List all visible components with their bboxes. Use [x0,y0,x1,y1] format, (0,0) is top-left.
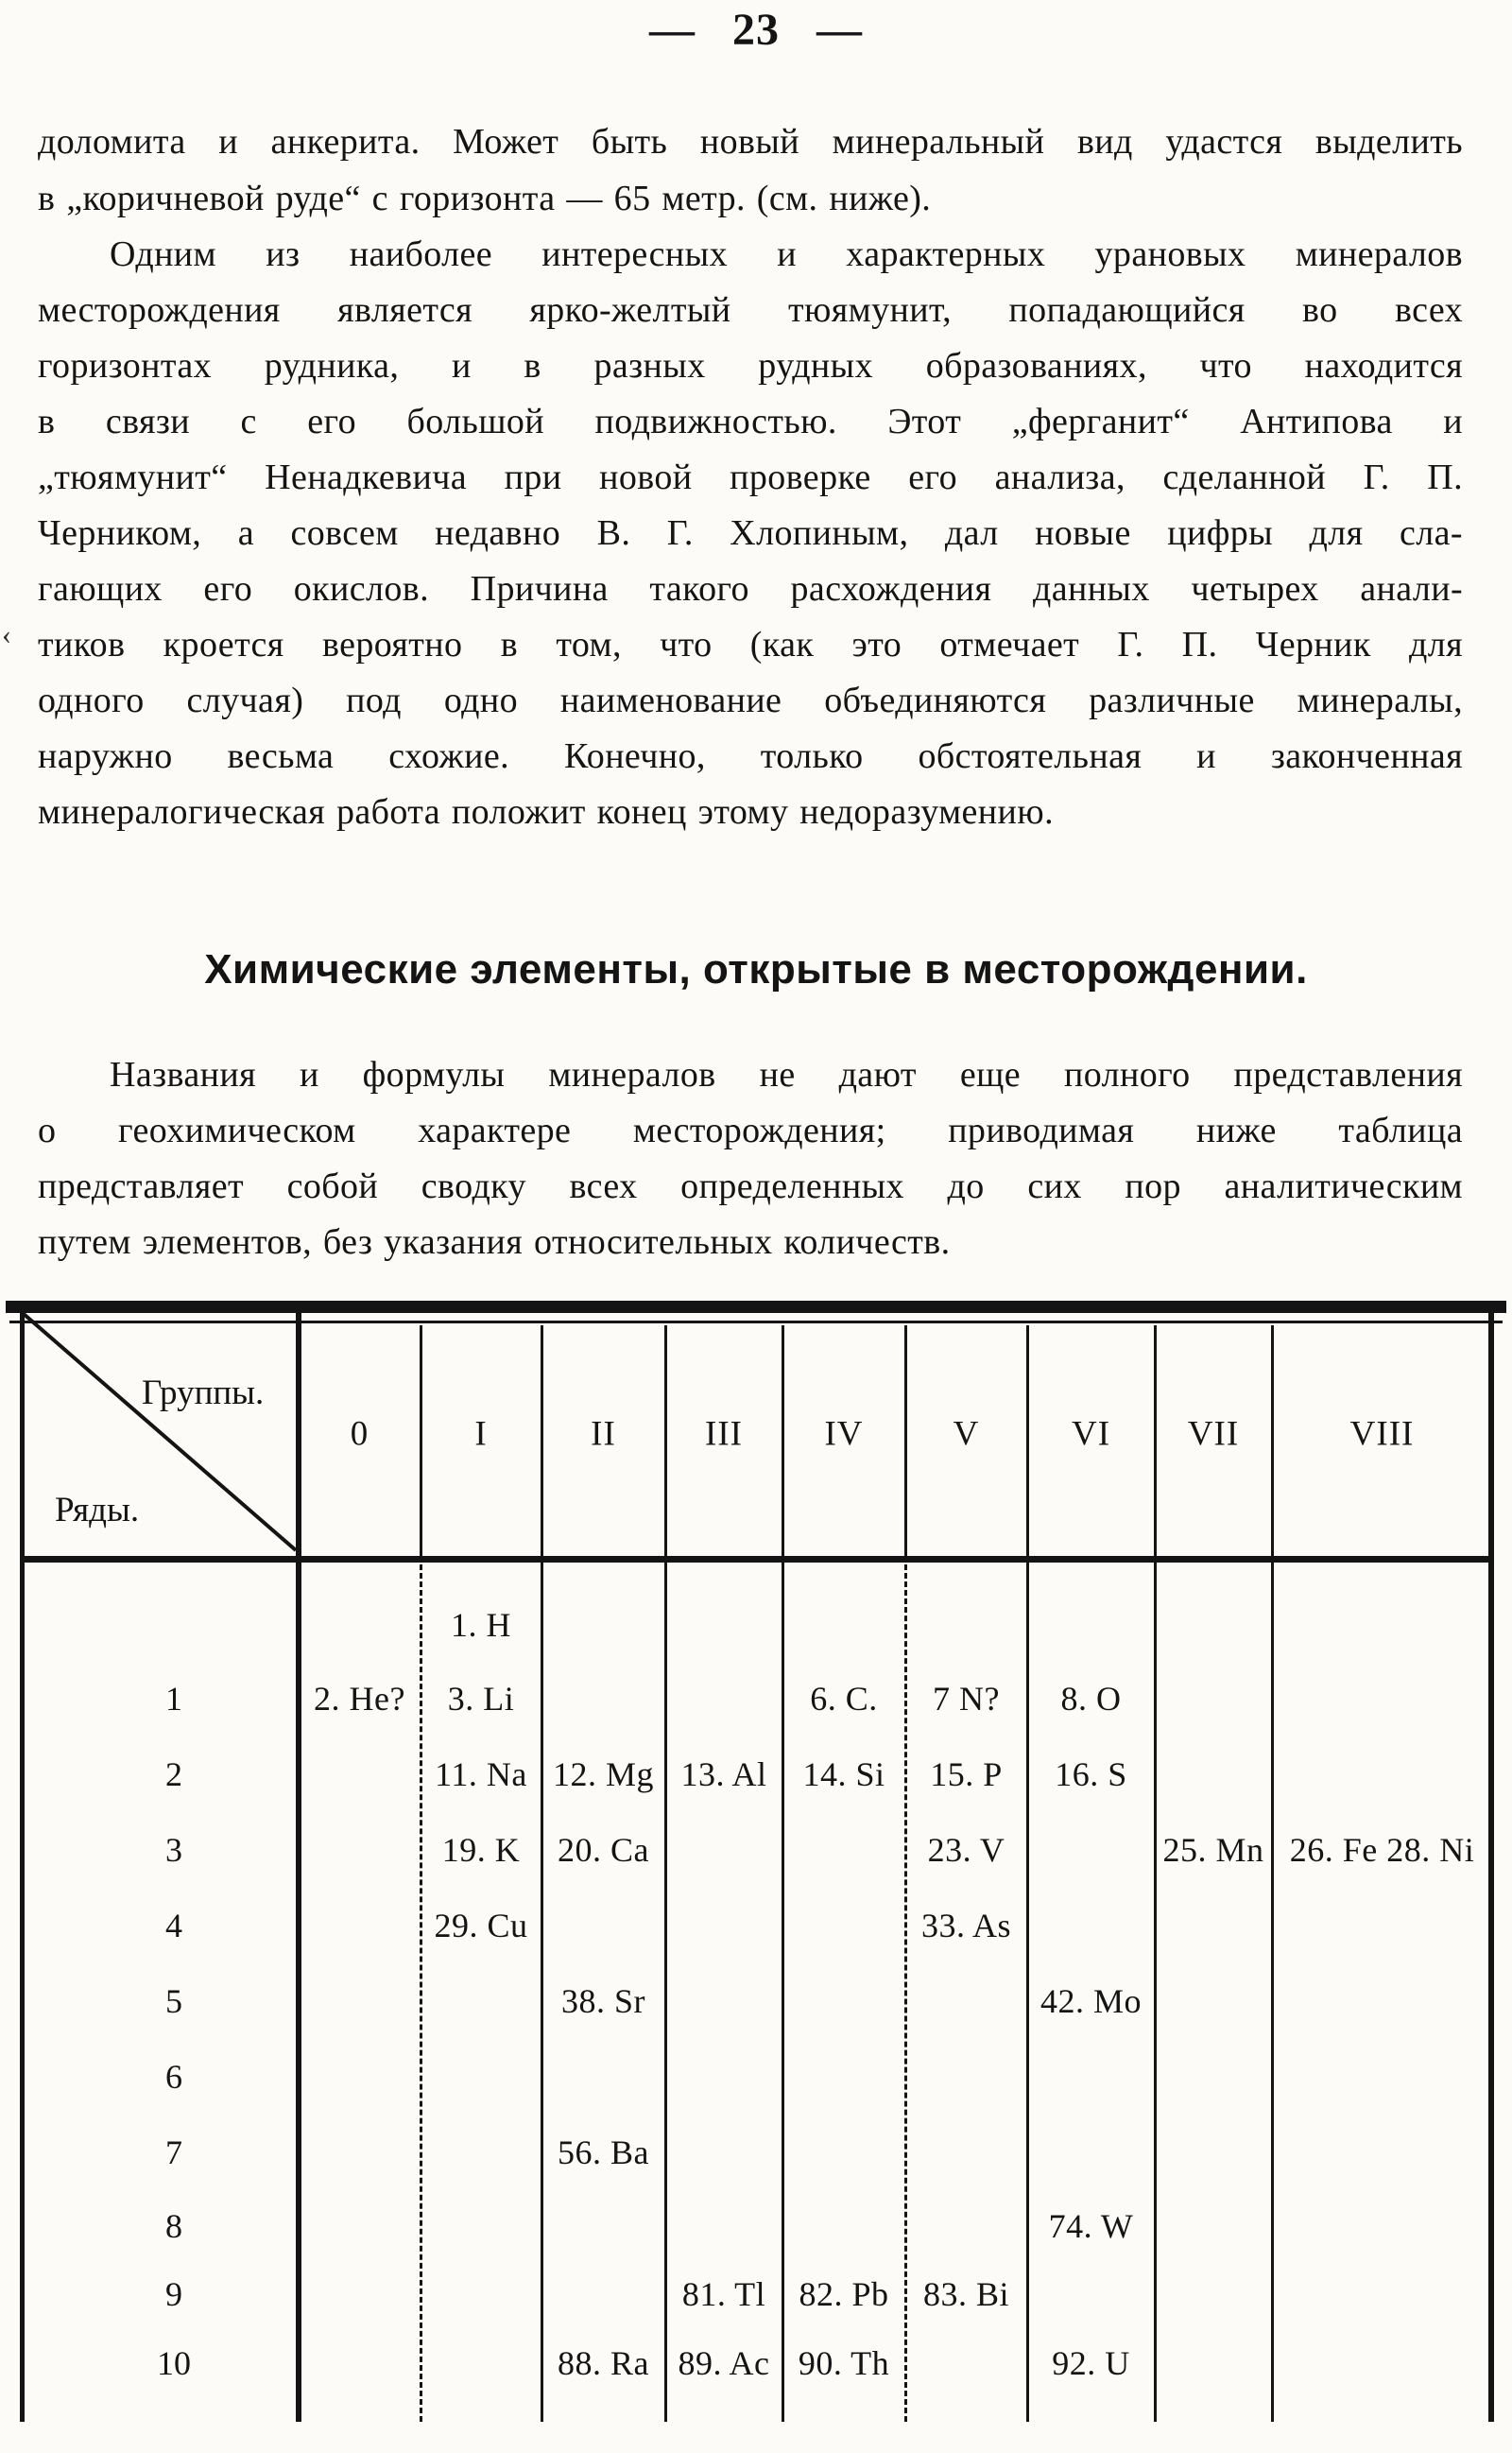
element-cell: 38. Sr [560,1982,646,2020]
group-header: 0 [350,1414,369,1454]
element-cell: 83. Bi [922,2275,1010,2313]
element-cell: 92. U [1052,2344,1130,2382]
text-line: горизонтах рудника, и в разных рудных образованиях, что находится [38,346,1463,386]
column-divider [1271,1325,1274,1556]
group-header: IV [824,1414,864,1454]
text-line: Названия и формулы минералов не дают еще полного представления [110,1055,1463,1095]
row-number: 9 [165,2275,182,2313]
table-corner-rows-label: Ряды. [55,1491,140,1529]
column-divider [664,1556,667,2422]
element-cell: 13. Al [680,1755,767,1793]
section-heading: Химические элементы, открытые в месторождении. [204,946,1308,993]
column-divider [782,1325,784,1556]
rows-column-border [296,1312,301,2422]
text-line: наружно весьма схожие. Конечно, только обстоятельная и законченная [38,736,1463,776]
text-line: Черником, а совсем недавно В. Г. Хлопиным, дал новые цифры для сла- [38,513,1463,553]
text-line: минералогическая работа положит конец этому недоразумению. [38,792,1054,832]
element-cell: 29. Cu [434,1907,528,1944]
element-cell: 42. Mo [1040,1982,1143,2020]
table-right-border [1488,1308,1494,2422]
text-line: одного случая) под одно наименование объединяются различные минералы, [38,681,1463,720]
row-number: 4 [165,1907,182,1944]
text-line: доломита и анкерита. Может быть новый минеральный вид удастся выделить [38,122,1463,162]
row-number: 3 [165,1831,182,1869]
element-cell: 20. Ca [558,1831,649,1869]
group-header: VI [1071,1414,1111,1454]
row-number: 1 [165,1680,182,1718]
text-line: о геохимическом характере месторождения; приводимая ниже таблица [38,1111,1463,1150]
group-header: VII [1187,1414,1240,1454]
group-header: VIII [1349,1414,1415,1454]
column-divider [541,1556,543,2422]
text-line: путем элементов, без указания относительных количеств. [38,1222,951,1262]
row-number: 7 [165,2133,182,2171]
element-cell: 19. K [441,1831,521,1869]
group-header: III [705,1414,743,1454]
element-cell: 25. Mn [1162,1831,1264,1869]
element-cell: 74. W [1048,2207,1134,2245]
element-cell: 16. S [1055,1755,1127,1793]
group-header: V [953,1414,980,1454]
column-divider [1026,1556,1029,2422]
text-line: гающих его окислов. Причина такого расхождения данных четырех анали- [38,569,1463,609]
column-divider [1154,1325,1157,1556]
column-divider [782,1556,784,2422]
group-header: I [474,1414,488,1454]
text-line: месторождения является ярко-желтый тюямунит, попадающийся во всех [38,290,1463,330]
element-cell: 3. Li [447,1680,515,1718]
element-cell: 90. Th [798,2344,890,2382]
column-divider [1026,1325,1029,1556]
row-number: 6 [165,2058,182,2096]
column-divider-dashed [904,1556,907,2422]
group-header: II [591,1414,616,1454]
element-cell: 89. Ac [678,2344,770,2382]
element-cell: 12. Mg [552,1755,655,1793]
text-line: Одним из наиболее интересных и характерных урановых минералов [110,234,1463,274]
element-cell: 26. Fe 28. Ni [1289,1831,1475,1869]
element-cell: 8. O [1060,1680,1122,1718]
column-divider [541,1325,543,1556]
element-cell: 11. Na [435,1755,527,1793]
row-number: 10 [157,2344,191,2382]
table-top-thick-rule [6,1301,1506,1313]
column-divider [1271,1556,1274,2422]
margin-artifact: ‹ [2,619,11,650]
column-divider-dashed [420,1556,422,2422]
element-cell: 88. Ra [558,2344,649,2382]
row-number: 2 [165,1755,182,1793]
element-cell: 23. V [927,1831,1005,1869]
column-divider [664,1325,667,1556]
text-line: представляет собой сводку всех определенных до сих пор аналитическим [38,1166,1463,1206]
table-corner-groups-label: Группы. [142,1373,265,1412]
element-cell: 6. C. [810,1680,878,1718]
element-cell: 15. P [930,1755,1003,1793]
element-cell: 82. Pb [799,2275,889,2313]
row-number: 5 [165,1982,182,2020]
row-number: 8 [165,2207,182,2245]
table-top-thin-rule [9,1321,1503,1323]
element-cell: 33. As [920,1907,1012,1944]
text-line: „тюямунит“ Ненадкевича при новой проверке его анализа, сделанной Г. П. [38,458,1463,497]
element-cell: 2. He? [314,1680,405,1718]
text-line: тиков кроется вероятно в том, что (как это отмечает Г. П. Черник для [38,625,1463,665]
element-cell: 7 N? [933,1680,1000,1718]
element-cell: 1. H [451,1606,511,1644]
column-divider [904,1325,907,1556]
element-cell: 56. Ba [558,2133,649,2171]
element-cell: 81. Tl [681,2275,766,2313]
table-left-border [20,1304,25,2422]
column-divider [1154,1556,1157,2422]
text-line: в связи с его большой подвижностью. Этот „ферганит“ Антипова и [38,402,1463,441]
column-divider [420,1325,422,1556]
text-line: в „коричневой руде“ с горизонта — 65 метр. (см. ниже). [38,179,932,218]
element-cell: 14. Si [802,1755,885,1793]
page-number: — 23 — [649,5,863,55]
